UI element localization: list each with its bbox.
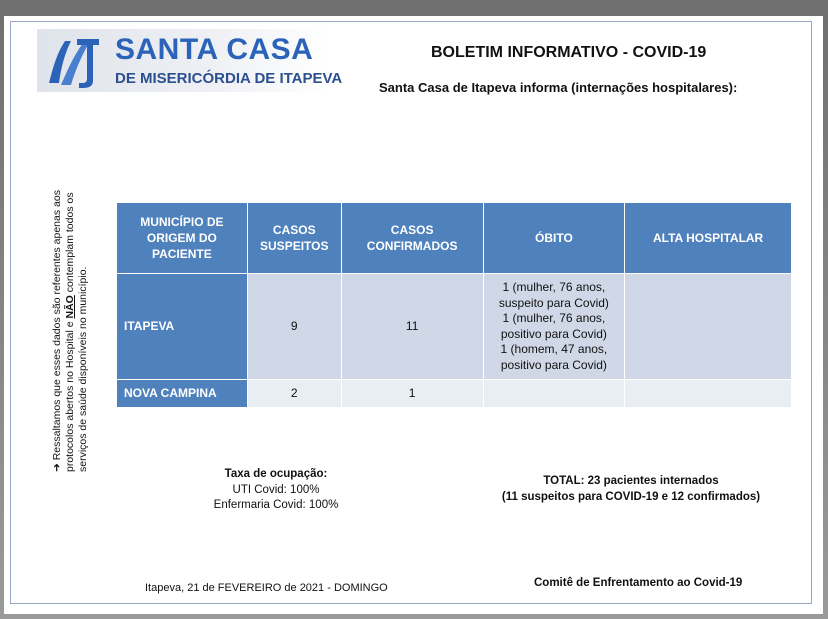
side-note-part2: contemplam todos os serviços de saúde disponíveis no município. (64, 192, 89, 472)
column-header-obito: ÓBITO (483, 203, 625, 274)
total-line1: TOTAL: 23 pacientes internados (543, 475, 719, 487)
cell-confirmados: 1 (341, 380, 483, 408)
cell-obito (483, 274, 625, 380)
cell-obito (483, 380, 625, 408)
column-header-municipio: MUNICÍPIO DE ORIGEM DO PACIENTE (117, 203, 248, 274)
table-row (117, 380, 792, 408)
total-line2: (11 suspeitos para COVID-19 e 12 confirmados) (501, 491, 761, 503)
bulletin-page (4, 16, 823, 614)
column-header-suspeitos: CASOS SUSPEITOS (247, 203, 341, 274)
cell-alta (625, 380, 792, 408)
obito-line: positivo para Covid) (500, 357, 607, 372)
footer-committee: Comitê de Enfrentamento ao Covid-19 (534, 577, 743, 589)
cell-alta (625, 274, 792, 380)
cell-city: NOVA CAMPINA (117, 380, 248, 408)
obito-line: 1 (mulher, 76 anos, (502, 280, 606, 294)
side-note-part1: ➜ Ressaltamos que esses dados são referentes apenas aos protocolos abertos no Hospital e (51, 190, 76, 472)
occupancy-rate (181, 467, 371, 514)
column-header-alta: ALTA HOSPITALAR (625, 203, 792, 274)
occupancy-heading: Taxa de ocupação: (224, 468, 328, 480)
table-header-row (117, 203, 792, 274)
obito-line: 1 (mulher, 76 anos, (502, 311, 606, 325)
obito-line: suspeito para Covid) (498, 295, 609, 310)
page-subtitle: Santa Casa de Itapeva informa (internações hospitalares): (379, 80, 738, 95)
cell-suspeitos: 9 (247, 274, 341, 380)
obito-line: 1 (homem, 47 anos, (500, 342, 608, 356)
footer-date: Itapeva, 21 de FEVEREIRO de 2021 - DOMINGO (145, 582, 388, 594)
cell-city: ITAPEVA (117, 274, 248, 380)
column-header-confirmados: CASOS CONFIRMADOS (341, 203, 483, 274)
table-row (117, 274, 792, 380)
side-note (51, 182, 90, 472)
bulletin-border (10, 21, 812, 604)
total-summary (481, 473, 781, 505)
occupancy-enfermaria: Enfermaria Covid: 100% (213, 499, 339, 511)
side-note-emphasis: NÃO (64, 295, 76, 319)
logo-name-line1: SANTA CASA (115, 33, 314, 66)
cell-confirmados: 11 (341, 274, 483, 380)
santa-casa-logo-icon (43, 33, 103, 89)
occupancy-uti: UTI Covid: 100% (232, 483, 320, 496)
logo-name-line2: DE MISERICÓRDIA DE ITAPEVA (115, 70, 343, 87)
obito-line: positivo para Covid) (500, 326, 607, 341)
hospital-logo (37, 29, 343, 92)
page-title: BOLETIM INFORMATIVO - COVID-19 (431, 44, 707, 61)
cell-suspeitos: 2 (247, 380, 341, 408)
hospitalization-table (116, 202, 792, 408)
